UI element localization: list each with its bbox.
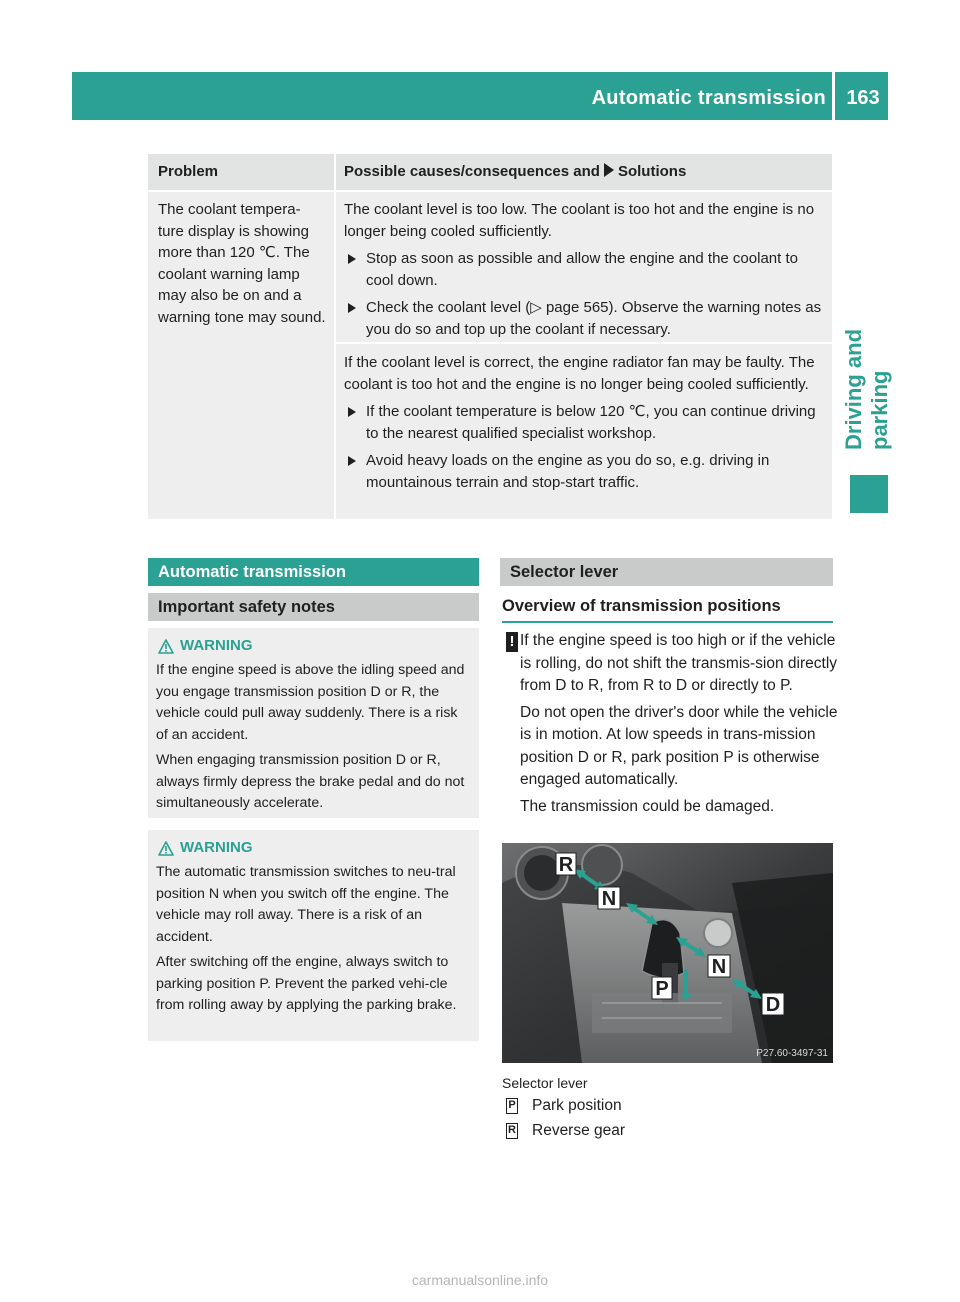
warning-triangle-icon [158, 639, 174, 654]
notice-paragraph: If the engine speed is too high or if the vehicle is rolling, do not shift the transmis-sion directly from D to R, from R to D or directly to P. [520, 632, 838, 694]
table-cell-cause-2 [336, 344, 832, 519]
cause-text: The coolant level is too low. The coolant is too hot and the engine is no longer being cooled sufficiently. [344, 201, 815, 240]
table-header-problem: Problem [148, 154, 334, 190]
side-tab-label: Driving and parking [841, 328, 892, 450]
warning-heading: WARNING [156, 636, 471, 656]
legend-item-reverse [502, 1122, 625, 1140]
notice-paragraph: Do not open the driver's door while the vehicle is in motion. At low speeds in trans-mission position D or R, park position P is otherwise engaged automatically. [520, 703, 838, 788]
warning-paragraph: After switching off the engine, always switch to parking position P. Prevent the parked vehi-cle from rolling away by applying the parking brake. [156, 954, 457, 1013]
play-arrow-icon [604, 163, 614, 177]
figure-caption: Selector lever [502, 1075, 588, 1091]
notice-paragraph: The transmission could be damaged. [520, 797, 775, 815]
selector-lever-illustration [502, 843, 833, 1063]
photo-label-n: N [601, 888, 617, 910]
photo-label-p: P [655, 978, 669, 1000]
cause-text: If the coolant level is correct, the engine radiator fan may be faulty. The coolant is too hot and the engine is no longer being cooled sufficiently. [344, 354, 815, 393]
notice-text [520, 630, 838, 818]
warning-box-1 [148, 628, 479, 818]
side-tab-marker [850, 475, 888, 513]
key-p-icon: P [506, 1098, 518, 1114]
notice-exclamation-icon: ! [506, 632, 518, 652]
table-cell-problem [148, 192, 334, 519]
running-header-title: Automatic transmission [591, 87, 826, 109]
subheading-overview: Overview of transmission positions [502, 597, 781, 615]
step-item: Stop as soon as possible and allow the engine and the coolant to cool down. [344, 248, 828, 291]
footer-watermark: carmanualsonline.info [411, 1272, 549, 1288]
photo-code: P27.60-3497-31 [756, 1048, 828, 1059]
warning-heading: WARNING [156, 838, 471, 858]
step-item: If the coolant temperature is below 120 ℃, you can continue driving to the nearest qualified specialist workshop. [344, 401, 828, 444]
subheading-rule [502, 621, 833, 623]
legend-item-park [502, 1097, 622, 1115]
photo-label-d: D [765, 994, 781, 1016]
key-r-icon: R [506, 1123, 518, 1139]
table-header-causes: Possible causes/consequences and Solutions [336, 154, 832, 190]
warning-box-2 [148, 830, 479, 1041]
section-heading-automatic-transmission: Automatic transmission [148, 558, 479, 586]
table-cell-cause-1 [336, 192, 832, 342]
page-number: 163 [846, 87, 880, 109]
photo-label-n: N [711, 956, 727, 978]
photo-label-r: R [558, 854, 574, 876]
subsection-heading-safety-notes: Important safety notes [148, 593, 479, 621]
problem-text: The coolant tempera-ture display is showing more than 120 ℃. The coolant warning lamp may also be on and a warning tone may sound. [158, 201, 326, 326]
warning-triangle-icon [158, 841, 174, 856]
selector-lever-photo [502, 843, 833, 1063]
warning-paragraph: The automatic transmission switches to neu-tral position N when you switch off the engine. The vehicle may roll away. There is a risk of an accident. [156, 864, 456, 945]
section-heading-selector-lever: Selector lever [500, 558, 833, 586]
legend-text: Reverse gear [532, 1122, 626, 1139]
step-item: Check the coolant level (▷ page 565). Observe the warning notes as you do so and top up the coolant if necessary. [344, 297, 828, 340]
warning-paragraph: If the engine speed is above the idling speed and you engage transmission position D or R, the vehicle could pull away suddenly. There is a risk of an accident. [156, 662, 465, 743]
step-item: Avoid heavy loads on the engine as you do so, e.g. driving in mountainous terrain and stop-start traffic. [344, 450, 828, 493]
warning-paragraph: When engaging transmission position D or R, always firmly depress the brake pedal and do not simultaneously accelerate. [156, 752, 465, 811]
legend-text: Park position [532, 1097, 622, 1114]
header-divider [832, 72, 835, 120]
